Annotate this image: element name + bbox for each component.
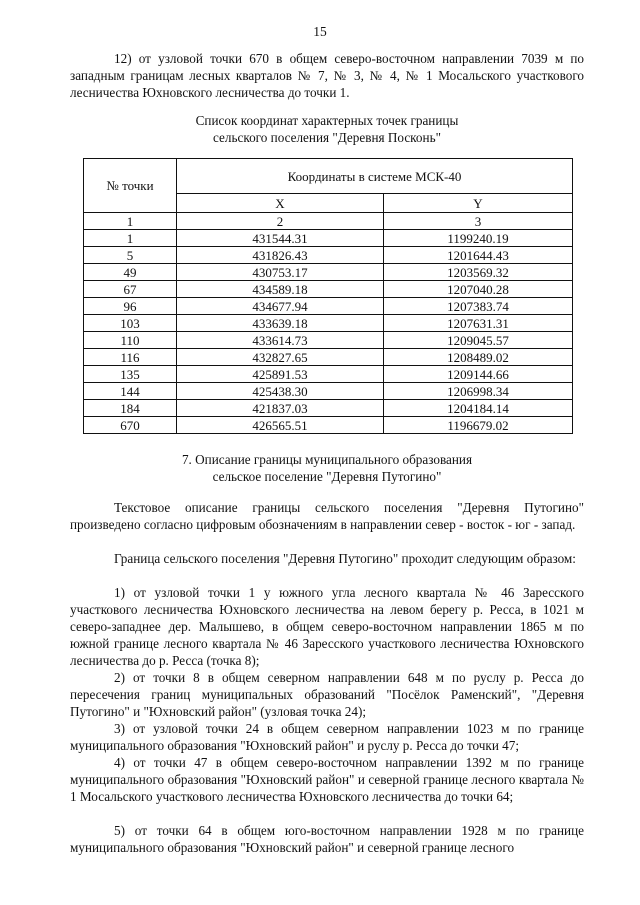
x-cell: 430753.17	[177, 264, 384, 281]
y-cell: 1207040.28	[384, 281, 573, 298]
index-row	[84, 213, 573, 230]
section-heading-line1: 7. Описание границы муниципального образования	[181, 452, 473, 467]
point-cell: 116	[84, 349, 177, 366]
point-cell: 670	[84, 417, 177, 434]
x-cell: 431544.31	[177, 230, 384, 247]
table-row	[84, 332, 573, 349]
point-cell: 49	[84, 264, 177, 281]
index-cell: 2	[177, 213, 384, 230]
table-row	[84, 247, 573, 264]
index-cell: 3	[384, 213, 573, 230]
y-cell: 1204184.14	[384, 400, 573, 417]
paragraph-item-3: 3) от узловой точки 24 в общем северном направлении 1023 м по границе муниципального образования "Юхновский район" и руслу р. Ресса до точки 47;	[70, 721, 584, 753]
table-row	[84, 400, 573, 417]
paragraph-item-4: 4) от точки 47 в общем северо-восточном направлении 1392 м по границе муниципального образования "Юхновский район" и северной границе лесного квартала № 1 Мосальского участкового лесничества Юхновского лесничества до точки 64;	[70, 755, 584, 804]
header-coordinates: Координаты в системе МСК-40	[177, 159, 573, 194]
x-cell: 433639.18	[177, 315, 384, 332]
x-cell: 421837.03	[177, 400, 384, 417]
x-cell: 434589.18	[177, 281, 384, 298]
y-cell: 1201644.43	[384, 247, 573, 264]
coordinates-table	[83, 158, 573, 434]
y-cell: 1203569.32	[384, 264, 573, 281]
y-cell: 1209045.57	[384, 332, 573, 349]
y-cell: 1207383.74	[384, 298, 573, 315]
point-cell: 1	[84, 230, 177, 247]
point-cell: 110	[84, 332, 177, 349]
paragraph-item-2: 2) от точки 8 в общем северном направлении 648 м по руслу р. Ресса до пересечения границ муниципальных образований "Посёлок Раменский", "Деревня Путогино" и "Юхновский район" (узловая точка 24);	[70, 670, 584, 719]
y-cell: 1196679.02	[384, 417, 573, 434]
point-cell: 103	[84, 315, 177, 332]
index-cell: 1	[84, 213, 177, 230]
header-x: X	[177, 194, 384, 213]
paragraph-boundary-intro: Граница сельского поселения "Деревня Путогино" проходит следующим образом:	[114, 551, 576, 566]
y-cell: 1208489.02	[384, 349, 573, 366]
table-row	[84, 298, 573, 315]
page-number: 15	[313, 24, 327, 39]
table-title-line2: сельского поселения "Деревня Посконь"	[213, 130, 441, 145]
table-row	[84, 349, 573, 366]
x-cell: 434677.94	[177, 298, 384, 315]
table-row	[84, 383, 573, 400]
y-cell: 1209144.66	[384, 366, 573, 383]
table-row	[84, 281, 573, 298]
x-cell: 432827.65	[177, 349, 384, 366]
point-cell: 96	[84, 298, 177, 315]
header-y: Y	[384, 194, 573, 213]
paragraph-item-1: 1) от узловой точки 1 у южного угла лесного квартала № 46 Заресского участкового лесничества Юхновского лесничества на левом берегу р. Ресса, в 1021 м северо-западнее дер. Малышево, в общем северо-восточном направлении 1865 м по южной границе лесного квартала № 46 Заресского участкового лесничества Юхновского лесничества до р. Ресса (точка 8);	[70, 585, 584, 668]
table-row	[84, 315, 573, 332]
x-cell: 426565.51	[177, 417, 384, 434]
x-cell: 425891.53	[177, 366, 384, 383]
x-cell: 425438.30	[177, 383, 384, 400]
x-cell: 433614.73	[177, 332, 384, 349]
point-cell: 5	[84, 247, 177, 264]
intro-paragraph: 12) от узловой точки 670 в общем северо-восточном направлении 7039 м по западным границам лесных кварталов № 7, № 3, № 4, № 1 Мосальского участкового лесничества Юхновского лесничества до точки 1.	[70, 51, 584, 100]
table-row	[84, 264, 573, 281]
point-cell: 67	[84, 281, 177, 298]
y-cell: 1207631.31	[384, 315, 573, 332]
x-cell: 431826.43	[177, 247, 384, 264]
point-cell: 135	[84, 366, 177, 383]
header-point-number: № точки	[84, 159, 177, 213]
table-title-line1: Список координат характерных точек границы	[195, 113, 459, 128]
y-cell: 1199240.19	[384, 230, 573, 247]
point-cell: 144	[84, 383, 177, 400]
table-row	[84, 230, 573, 247]
paragraph-item-5: 5) от точки 64 в общем юго-восточном направлении 1928 м по границе муниципального образования "Юхновский район" и северной границе лесного	[70, 823, 584, 855]
table-row	[84, 366, 573, 383]
table-row	[84, 417, 573, 434]
section-heading-line2: сельское поселение "Деревня Путогино"	[212, 469, 442, 484]
y-cell: 1206998.34	[384, 383, 573, 400]
paragraph-text-description: Текстовое описание границы сельского поселения "Деревня Путогино" произведено согласно цифровым обозначениям в направлении север - восток - юг - запад.	[70, 500, 584, 532]
point-cell: 184	[84, 400, 177, 417]
